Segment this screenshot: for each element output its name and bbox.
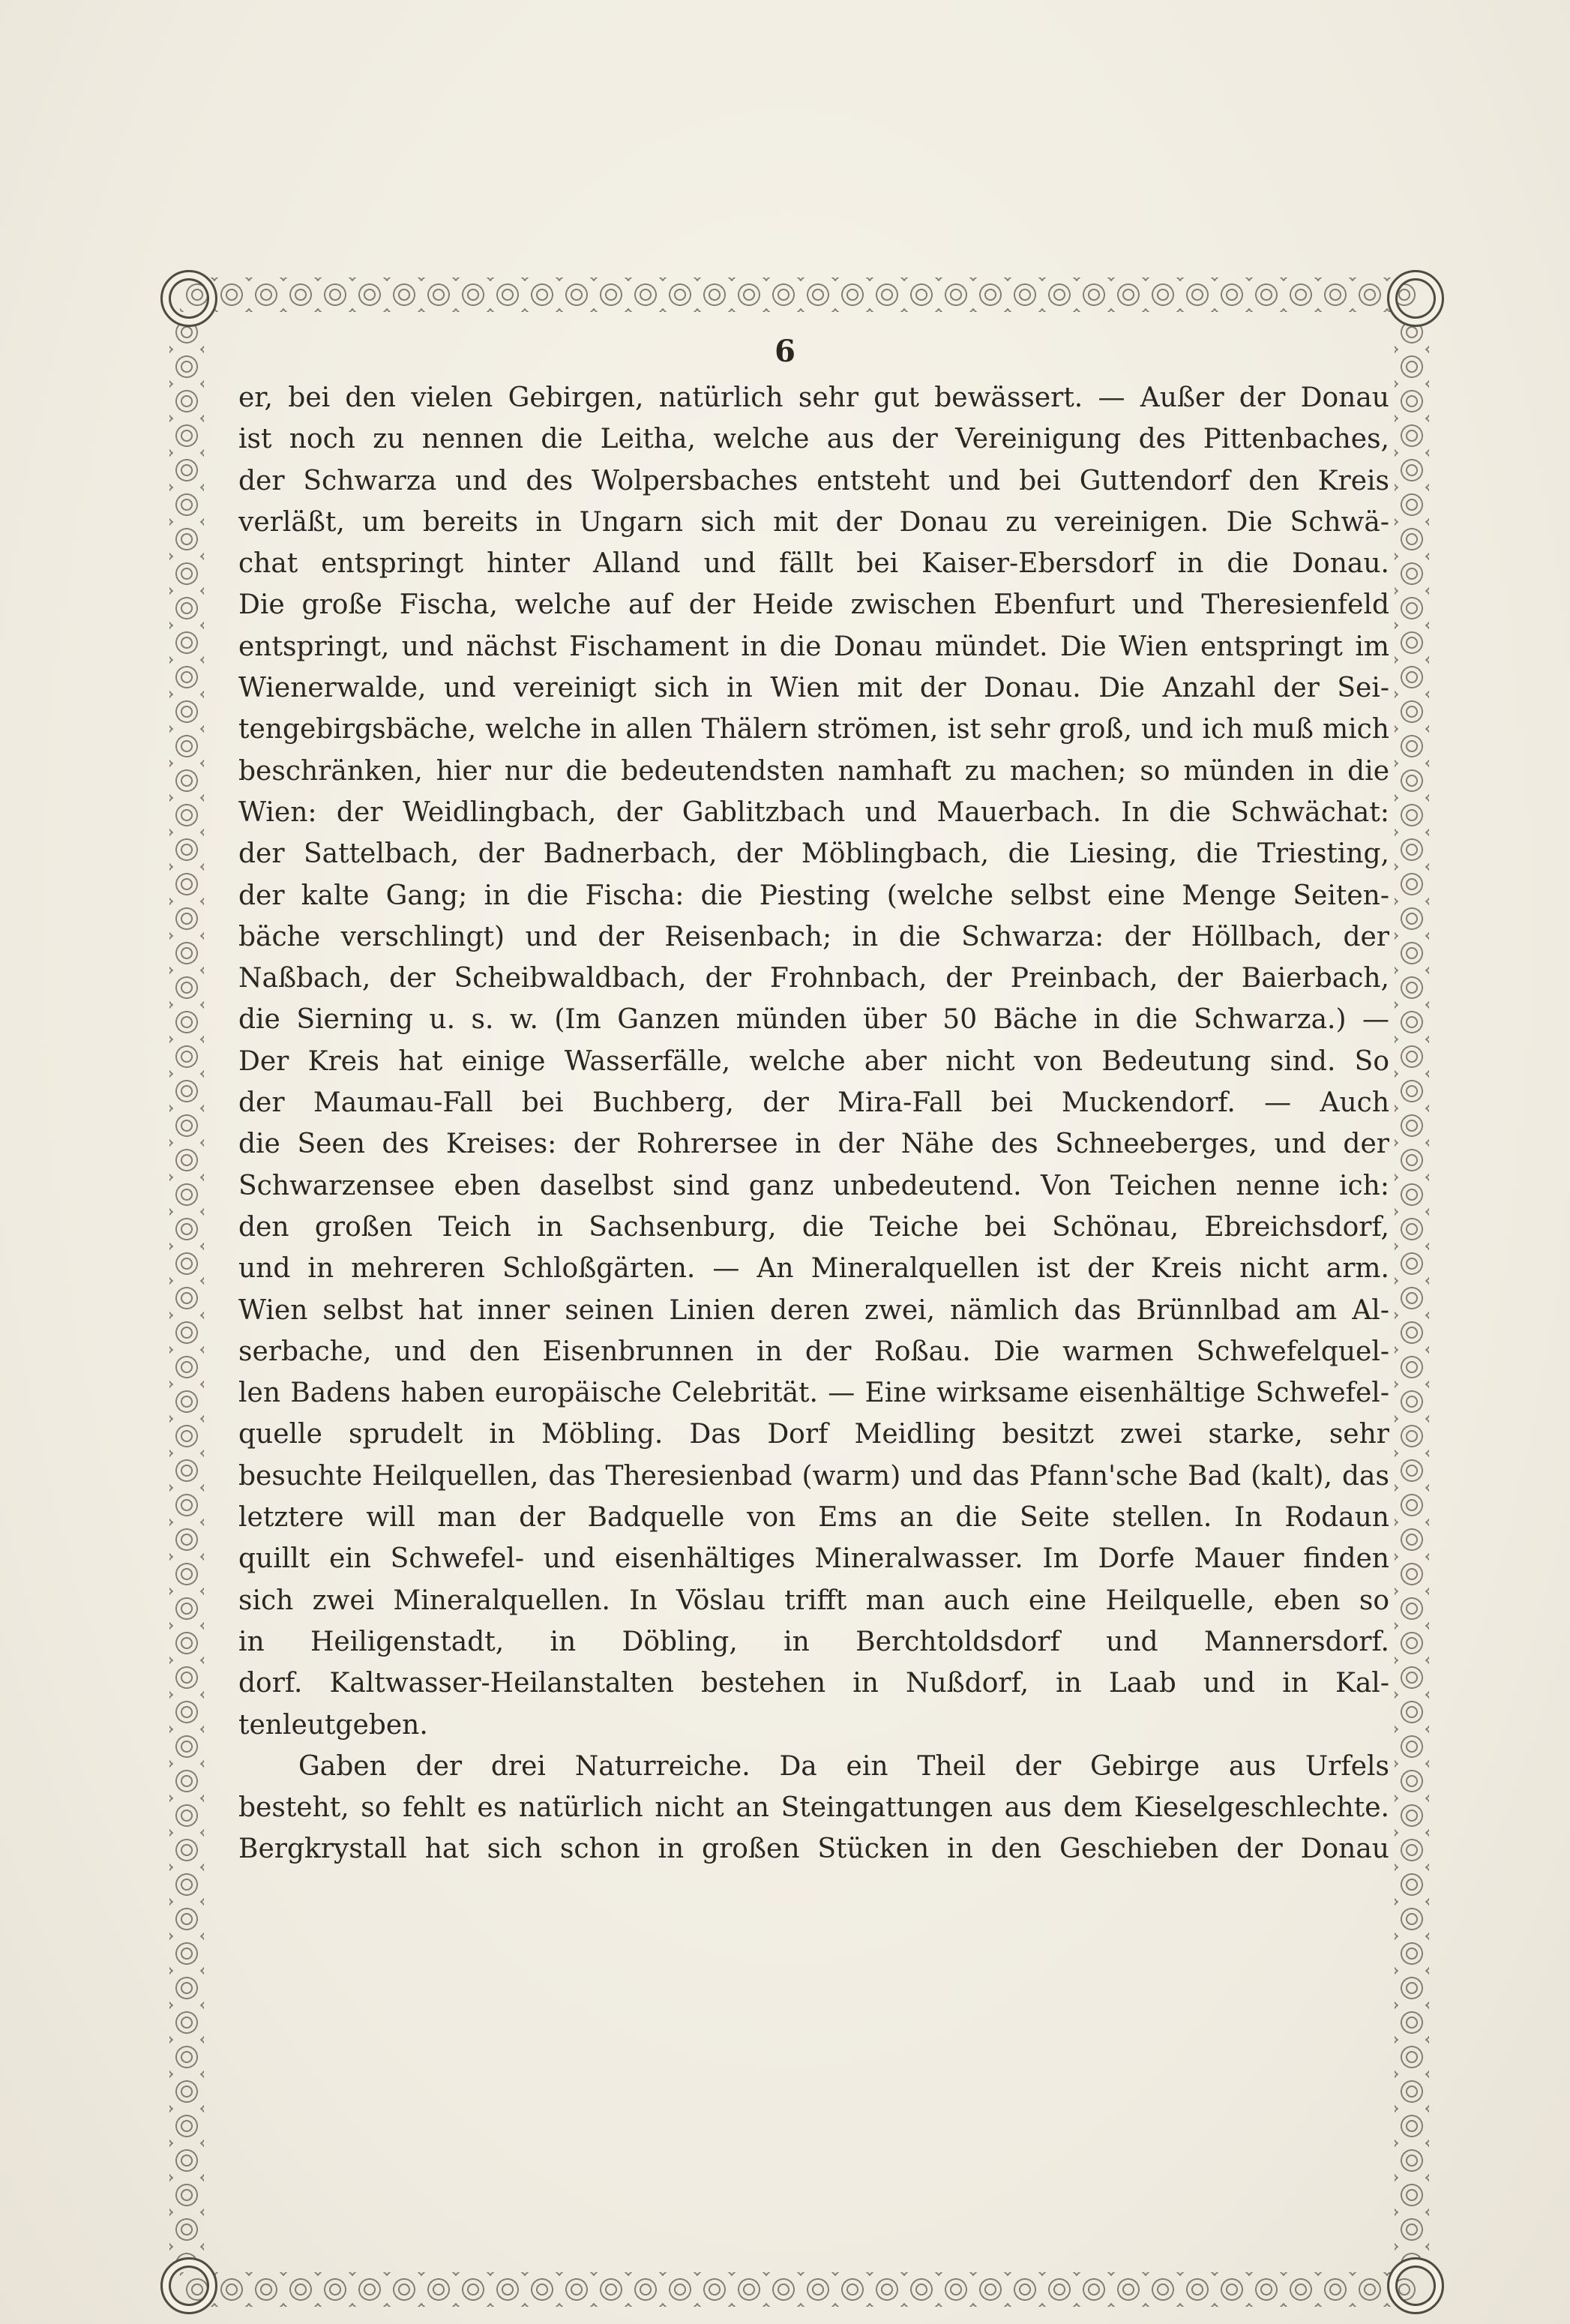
text-line: quelle sprudelt in Möbling. Das Dorf Meidling besitzt zwei starke, sehr xyxy=(238,1419,1389,1450)
text-line: entspringt, und nächst Fischament in die Donau mündet. Die Wien entspringt im xyxy=(238,631,1389,662)
text-line: tengebirgsbäche, welche in allen Thälern strömen, ist sehr groß, und ich muß mich xyxy=(238,714,1389,745)
ornament-top-border xyxy=(180,277,1417,312)
ornament-corner-bottom-right xyxy=(1387,2257,1444,2314)
text-line: serbache, und den Eisenbrunnen in der Roßau. Die warmen Schwefelquel- xyxy=(238,1336,1389,1367)
text-line: der kalte Gang; in die Fischa: die Piesting (welche selbst eine Menge Seiten- xyxy=(238,880,1389,911)
text-line: die Seen des Kreises: der Rohrersee in der Nähe des Schneeberges, und der xyxy=(238,1129,1389,1160)
text-line: er, bei den vielen Gebirgen, natürlich sehr gut bewässert. — Außer der Donau xyxy=(238,382,1389,413)
text-line: die Sierning u. s. w. (Im Ganzen münden über 50 Bäche in die Schwarza.) — xyxy=(238,1004,1389,1036)
text-line: Wien: der Weidlingbach, der Gablitzbach und Mauerbach. In die Schwächat: xyxy=(238,796,1389,828)
text-line: chat entspringt hinter Alland und fällt bei Kaiser-Ebersdorf in die Donau. xyxy=(238,548,1389,580)
text-line: Wienerwalde, und vereinigt sich in Wien mit der Donau. Die Anzahl der Sei- xyxy=(238,673,1389,704)
text-line: und in mehreren Schloßgärten. — An Mineralquellen ist der Kreis nicht arm. xyxy=(238,1253,1389,1285)
ornament-corner-top-left xyxy=(160,270,217,327)
text-line: bäche verschlingt) und der Reisenbach; in die Schwarza: der Höllbach, der xyxy=(238,921,1389,952)
text-line: sich zwei Mineralquellen. In Vöslau trifft man auch eine Heilquelle, eben so xyxy=(238,1585,1389,1616)
text-line: quillt ein Schwefel- und eisenhältiges Mineralwasser. Im Dorfe Mauer finden xyxy=(238,1543,1389,1575)
ornament-left-border xyxy=(169,315,204,2265)
text-line: Schwarzensee eben daselbst sind ganz unbedeutend. Von Teichen nenne ich: xyxy=(238,1170,1389,1201)
text-line: Naßbach, der Scheibwaldbach, der Frohnbach, der Preinbach, der Baierbach, xyxy=(238,963,1389,994)
text-line: letztere will man der Badquelle von Ems an die Seite stellen. In Rodaun xyxy=(238,1502,1389,1534)
ornament-bottom-border xyxy=(180,2272,1417,2307)
text-line: den großen Teich in Sachsenburg, die Teiche bei Schönau, Ebreichsdorf, xyxy=(238,1211,1389,1243)
text-line: der Maumau-Fall bei Buchberg, der Mira-Fall bei Muckendorf. — Auch xyxy=(238,1087,1389,1119)
text-line: Bergkrystall hat sich schon in großen Stücken in den Geschieben der Donau xyxy=(238,1834,1389,1865)
text-line: in Heiligenstadt, in Döbling, in Berchtoldsdorf und Mannersdorf. xyxy=(238,1626,1389,1657)
ornament-right-border xyxy=(1395,315,1429,2265)
body-text xyxy=(238,377,1389,1870)
page-number: 6 xyxy=(775,334,795,369)
text-line: Der Kreis hat einige Wasserfälle, welche aber nicht von Bedeutung sind. So xyxy=(238,1045,1389,1077)
paragraph-heading-line: Gaben der drei Naturreiche. Da ein Theil der Gebirge aus Urfels xyxy=(298,1750,1389,1782)
text-line: der Sattelbach, der Badnerbach, der Möblingbach, die Liesing, die Triesting, xyxy=(238,838,1389,870)
text-line: besteht, so fehlt es natürlich nicht an Steingattungen aus dem Kieselgeschlechte. xyxy=(238,1792,1389,1824)
text-line: Wien selbst hat inner seinen Linien deren zwei, nämlich das Brünnlbad am Al- xyxy=(238,1294,1389,1326)
text-line: len Badens haben europäische Celebrität. — Eine wirksame eisenhältige Schwefel- xyxy=(238,1378,1389,1409)
text-line: ist noch zu nennen die Leitha, welche aus der Vereinigung des Pittenbaches, xyxy=(238,424,1389,455)
ornament-corner-bottom-left xyxy=(160,2257,217,2314)
text-line: beschränken, hier nur die bedeutendsten namhaft zu machen; so münden in die xyxy=(238,755,1389,787)
ornament-corner-top-right xyxy=(1387,270,1444,327)
text-line: dorf. Kaltwasser-Heilanstalten bestehen in Nußdorf, in Laab und in Kal- xyxy=(238,1668,1389,1699)
text-line: verläßt, um bereits in Ungarn sich mit der Donau zu vereinigen. Die Schwä- xyxy=(238,506,1389,538)
text-line: Die große Fischa, welche auf der Heide zwischen Ebenfurt und Theresienfeld xyxy=(238,589,1389,621)
text-line: tenleutgeben. xyxy=(238,1709,428,1741)
text-line: der Schwarza und des Wolpersbaches entsteht und bei Guttendorf den Kreis xyxy=(238,465,1389,496)
text-line: besuchte Heilquellen, das Theresienbad (warm) und das Pfann'sche Bad (kalt), das xyxy=(238,1460,1389,1492)
